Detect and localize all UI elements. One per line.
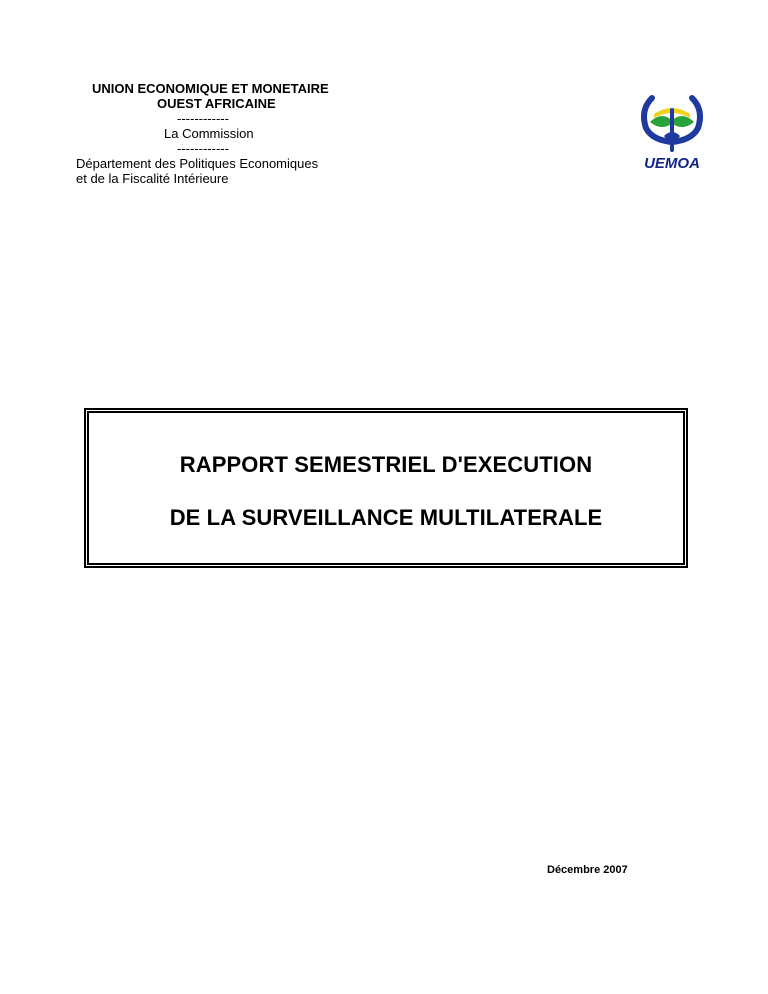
uemoa-emblem-icon bbox=[632, 88, 712, 176]
report-title-line-1: RAPPORT SEMESTRIEL D'EXECUTION bbox=[179, 452, 593, 477]
report-title-line-2: DE LA SURVEILLANCE MULTILATERALE bbox=[169, 505, 603, 530]
logo-label: UEMOA bbox=[644, 155, 700, 172]
commission-label: La Commission bbox=[164, 126, 254, 141]
report-date: Décembre 2007 bbox=[547, 864, 628, 876]
institution-header bbox=[76, 81, 386, 186]
organization-name-line-2: OUEST AFRICAINE bbox=[157, 96, 276, 111]
department-line-1: Département des Politiques Economiques bbox=[76, 156, 319, 171]
separator-1: ------------ bbox=[177, 111, 229, 126]
title-box bbox=[84, 408, 688, 568]
separator-2: ------------ bbox=[177, 141, 229, 156]
department-line-2: et de la Fiscalité Intérieure bbox=[76, 171, 229, 186]
organization-name-line-1: UNION ECONOMIQUE ET MONETAIRE bbox=[92, 81, 329, 96]
uemoa-logo bbox=[632, 88, 712, 176]
